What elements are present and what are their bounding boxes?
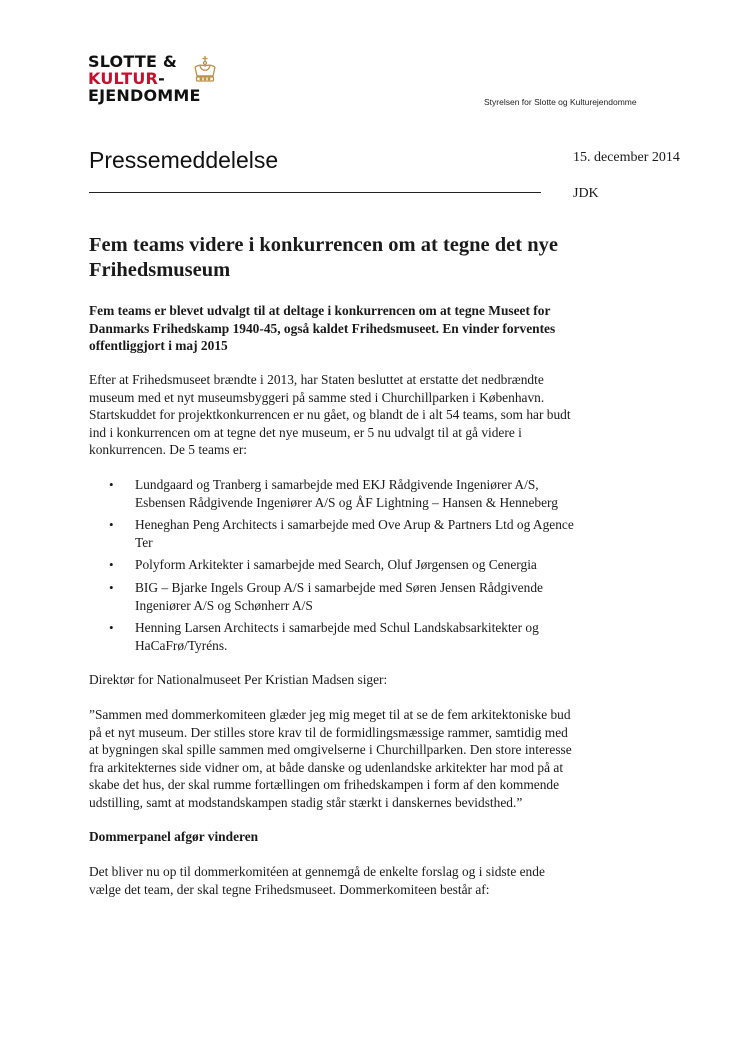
team-text: Lundgaard og Tranberg i samarbejde med EKJ Rådgivende Ingeniører A/S, Esbensen Rådgivende Ingeniører A/S og ÅF Lightning – Hansen & Henneberg — [135, 476, 558, 510]
list-item — [109, 579, 579, 614]
agency-logo — [88, 53, 201, 104]
list-item — [109, 516, 579, 551]
bullet-icon: • — [109, 620, 114, 636]
team-text: Henning Larsen Architects i samarbejde med Schul Landskabsarkitekter og HaCaFrø/Tyréns. — [135, 620, 539, 653]
bullet-icon: • — [109, 517, 114, 533]
logo-line-2 — [88, 70, 201, 87]
logo-wordmark — [88, 53, 201, 104]
team-text: Heneghan Peng Architects i samarbejde med Ove Arup & Partners Ltd og Agence Ter — [135, 517, 574, 550]
header-divider — [89, 192, 541, 193]
headline: Fem teams videre i konkurrencen om at tegne det nye Frihedsmuseum — [89, 234, 558, 281]
release-date: 15. december 2014 — [573, 150, 680, 165]
lead-paragraph: Fem teams er blevet udvalgt til at deltage i konkurrencen om at tegne Museet for Danmarks Frihedskamp 1940-45, også kaldet Frihedsmuseet. En vinder forventes offentliggjort i maj 2015 — [89, 303, 556, 353]
bullet-icon: • — [109, 579, 114, 595]
document-type: Pressemeddelelse — [89, 147, 279, 173]
logo-line-3: EJENDOMME — [88, 86, 201, 105]
article-body — [89, 371, 579, 915]
logo-kultur: KULTUR — [88, 69, 159, 88]
list-item — [109, 619, 579, 654]
crown-icon — [192, 55, 218, 83]
logo-dash: - — [158, 69, 165, 88]
jury-paragraph: Det bliver nu op til dommerkomitéen at gennemgå de enkelte forslag og i sidste ende vælge det team, der skal tegne Frihedsmuseet. Dommerkomiteen består af: — [89, 864, 545, 897]
bullet-icon: • — [109, 557, 114, 573]
intro-paragraph: Efter at Frihedsmuseet brændte i 2013, har Staten besluttet at erstatte det nedbrændte museum med et nyt museumsbyggeri på samme sted i Churchillparken i København. Startskuddet for projektkonkurrencen er nu gået, og blandt de i alt 54 teams, som har budt ind i konkurrencen om at tegne det nye museum, er 5 nu udvalgt til at gå videre i konkurrencen. De 5 teams er: — [89, 372, 571, 458]
section-subhead: Dommerpanel afgør vinderen — [89, 829, 259, 845]
list-item — [109, 556, 579, 574]
author-initials: JDK — [573, 186, 599, 201]
agency-name: Styrelsen for Slotte og Kulturejendomme — [484, 97, 637, 107]
director-quote: ”Sammen med dommerkomiteen glæder jeg mig meget til at se de fem arkitektoniske bud på et nyt museum. Der stilles store krav til de formidlingsmæssige rammer, samtidig med at bygningen skal spille sammen med omgivelserne i Churchillparken. Den store interesse fra arkitekternes side vidner om, at både danske og udenlandske arkitekter har mod på at skabe det hus, der skal rumme fortællingen om frihedskampen i form af den kommende udstilling, samt at modstandskampen stadig står stærkt i danskernes bevidsthed.” — [89, 706, 572, 810]
team-text: BIG – Bjarke Ingels Group A/S i samarbejde med Søren Jensen Rådgivende Ingeniører A/S og Schønherr A/S — [135, 579, 543, 613]
logo-line-1: SLOTTE & — [88, 52, 177, 71]
bullet-icon: • — [109, 476, 114, 492]
team-text: Polyform Arkitekter i samarbejde med Search, Oluf Jørgensen og Cenergia — [135, 557, 537, 573]
teams-list — [89, 476, 579, 654]
director-intro: Direktør for Nationalmuseet Per Kristian Madsen siger: — [89, 672, 388, 688]
list-item — [109, 476, 579, 511]
